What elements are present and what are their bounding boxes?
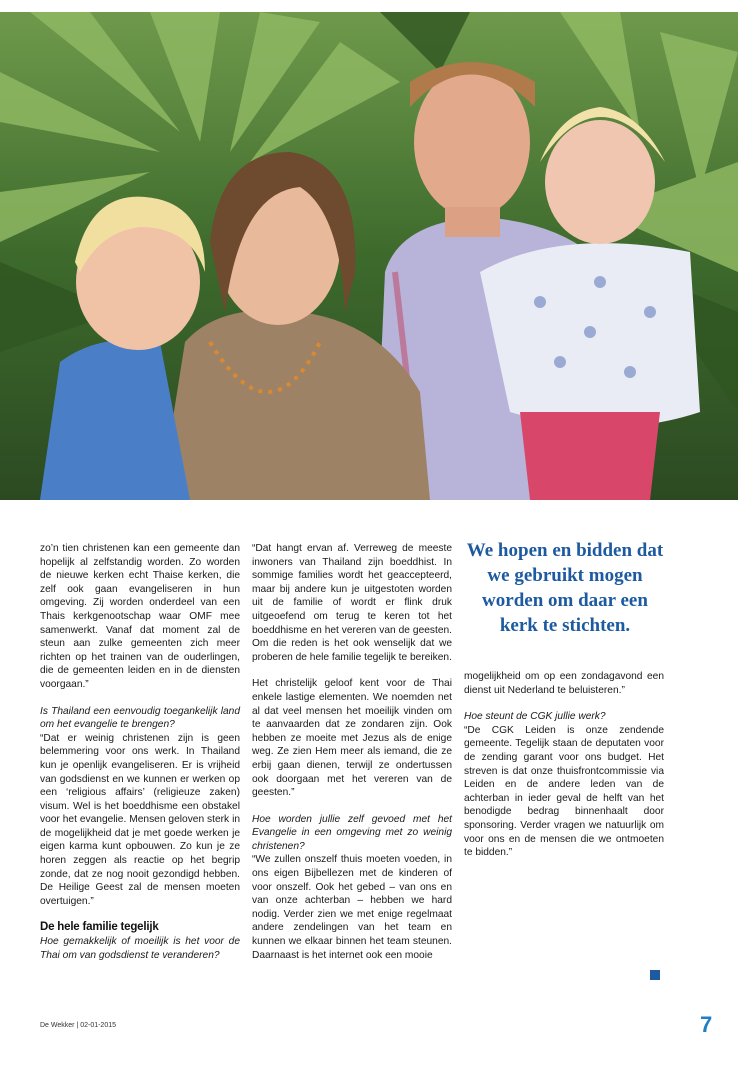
interview-answer: “We zullen onszelf thuis moeten voeden, in ons eigen Bijbellezen met de kinderen of voor onszelf. Ook het gebed – van ons en van onze achterban – hebben we hard nodig. Verder zien we met enige regelmaat andere zendelingen van het team en kunnen we elkaar binnen het team steunen. Daarnaast is het internet ook een mooie	[252, 854, 452, 961]
paragraph: zo’n tien christenen kan een gemeente dan hopelijk al zelfstandig worden. Zo worden de nieuwe kerken echt Thaise kerken, die zelf ook gaan evangeliseren in hun omgeving. Zij worden onderdeel van een Thais kerkgenootschap waar OMF mee samenwerkt. Vanaf dat moment zal de steun aan zulke gemeenten zich meer richten op het trainen van de ouderlingen, die de gemeenten leiden en in de diensten voorgaan.”	[40, 543, 240, 690]
interview-answer: “Dat er weinig christenen zijn is geen belemmering voor ons werk. In Thailand kun je openlijk evangeliseren. Er is vrijheid van godsdienst en we kunnen er werken op een ‘religious affairs’ (religieuze zaken) visum. Wel is het boeddhisme een obstakel voor het evangelie. Mensen geloven sterk in de mogelijkheid dat je met goede werken je eigen karma kunt opbouwen. Zo kun je ze horen zeggen als reactie op het begrip zonde, dat ze nog nooit gezondigd hebben. De Heilige Geest zal de mensen moeten overtuigen.”	[40, 732, 240, 907]
interview-question: Is Thailand een eenvoudig toegankelijk land om het evangelie te brengen?	[40, 705, 240, 731]
column-3-body	[464, 670, 664, 860]
footer-publication: De Wekker | 02-01-2015	[40, 1022, 117, 1029]
interview-question: Hoe steunt de CGK jullie werk?	[464, 711, 606, 723]
page-number: 7	[700, 1012, 713, 1037]
family-photo	[0, 12, 738, 500]
subheading: De hele familie tegelijk	[40, 921, 159, 934]
interview-question: Hoe worden jullie zelf gevoed met het Evangelie in een omgeving met zo weinig christenen?	[252, 813, 452, 852]
column-2	[252, 542, 452, 962]
end-of-article-square-icon	[650, 970, 660, 980]
paragraph: “Dat hangt ervan af. Verreweg de meeste inwoners van Thailand zijn boeddhist. In sommige families wordt het geaccepteerd, maar bij andere kun je uitgestoten worden uit de familie of wordt er flink druk uitgeoefend om terug te keren tot het boeddhisme en het vereren van de geesten. Om die reden is het ook wenselijk dat we proberen de hele familie tegelijk te bereiken.	[252, 543, 452, 663]
paragraph: mogelijkheid om op een zondagavond een dienst uit Nederland te beluisteren.”	[464, 671, 664, 696]
interview-question: Hoe gemakkelijk of moeilijk is het voor de Thai om van godsdienst te veranderen?	[40, 936, 240, 961]
pull-quote: We hopen en bidden dat we gebruikt mogen worden om daar een kerk te stichten.	[466, 540, 664, 636]
interview-answer: “De CGK Leiden is onze zendende gemeente. Tegelijk staan de deputaten voor de zending garant voor ons budget. Het streven is dat onze thuisfrontcommissie via Leiden en de andere leden van de achterban in ieder geval de helft van het benodigde bedrag binnenhaalt door sponsoring. Verder vragen we natuurlijk om voor ons en de mensen die we ontmoeten te bidden.”	[464, 724, 664, 859]
family-photo-illustration	[0, 12, 738, 500]
paragraph: Het christelijk geloof kent voor de Thai enkele lastige elementen. We noemden net al dat veel mensen het moeilijk vinden om te aanvaarden dat ze zondaren zijn. Ook hebben ze moeite met Jezus als de enige weg. Ze zien Hem meer als iemand, die ze erbij gaan dienen, terwijl ze ondertussen ook doorgaan met het vereren van de geesten.”	[252, 678, 452, 799]
column-1	[40, 542, 240, 962]
